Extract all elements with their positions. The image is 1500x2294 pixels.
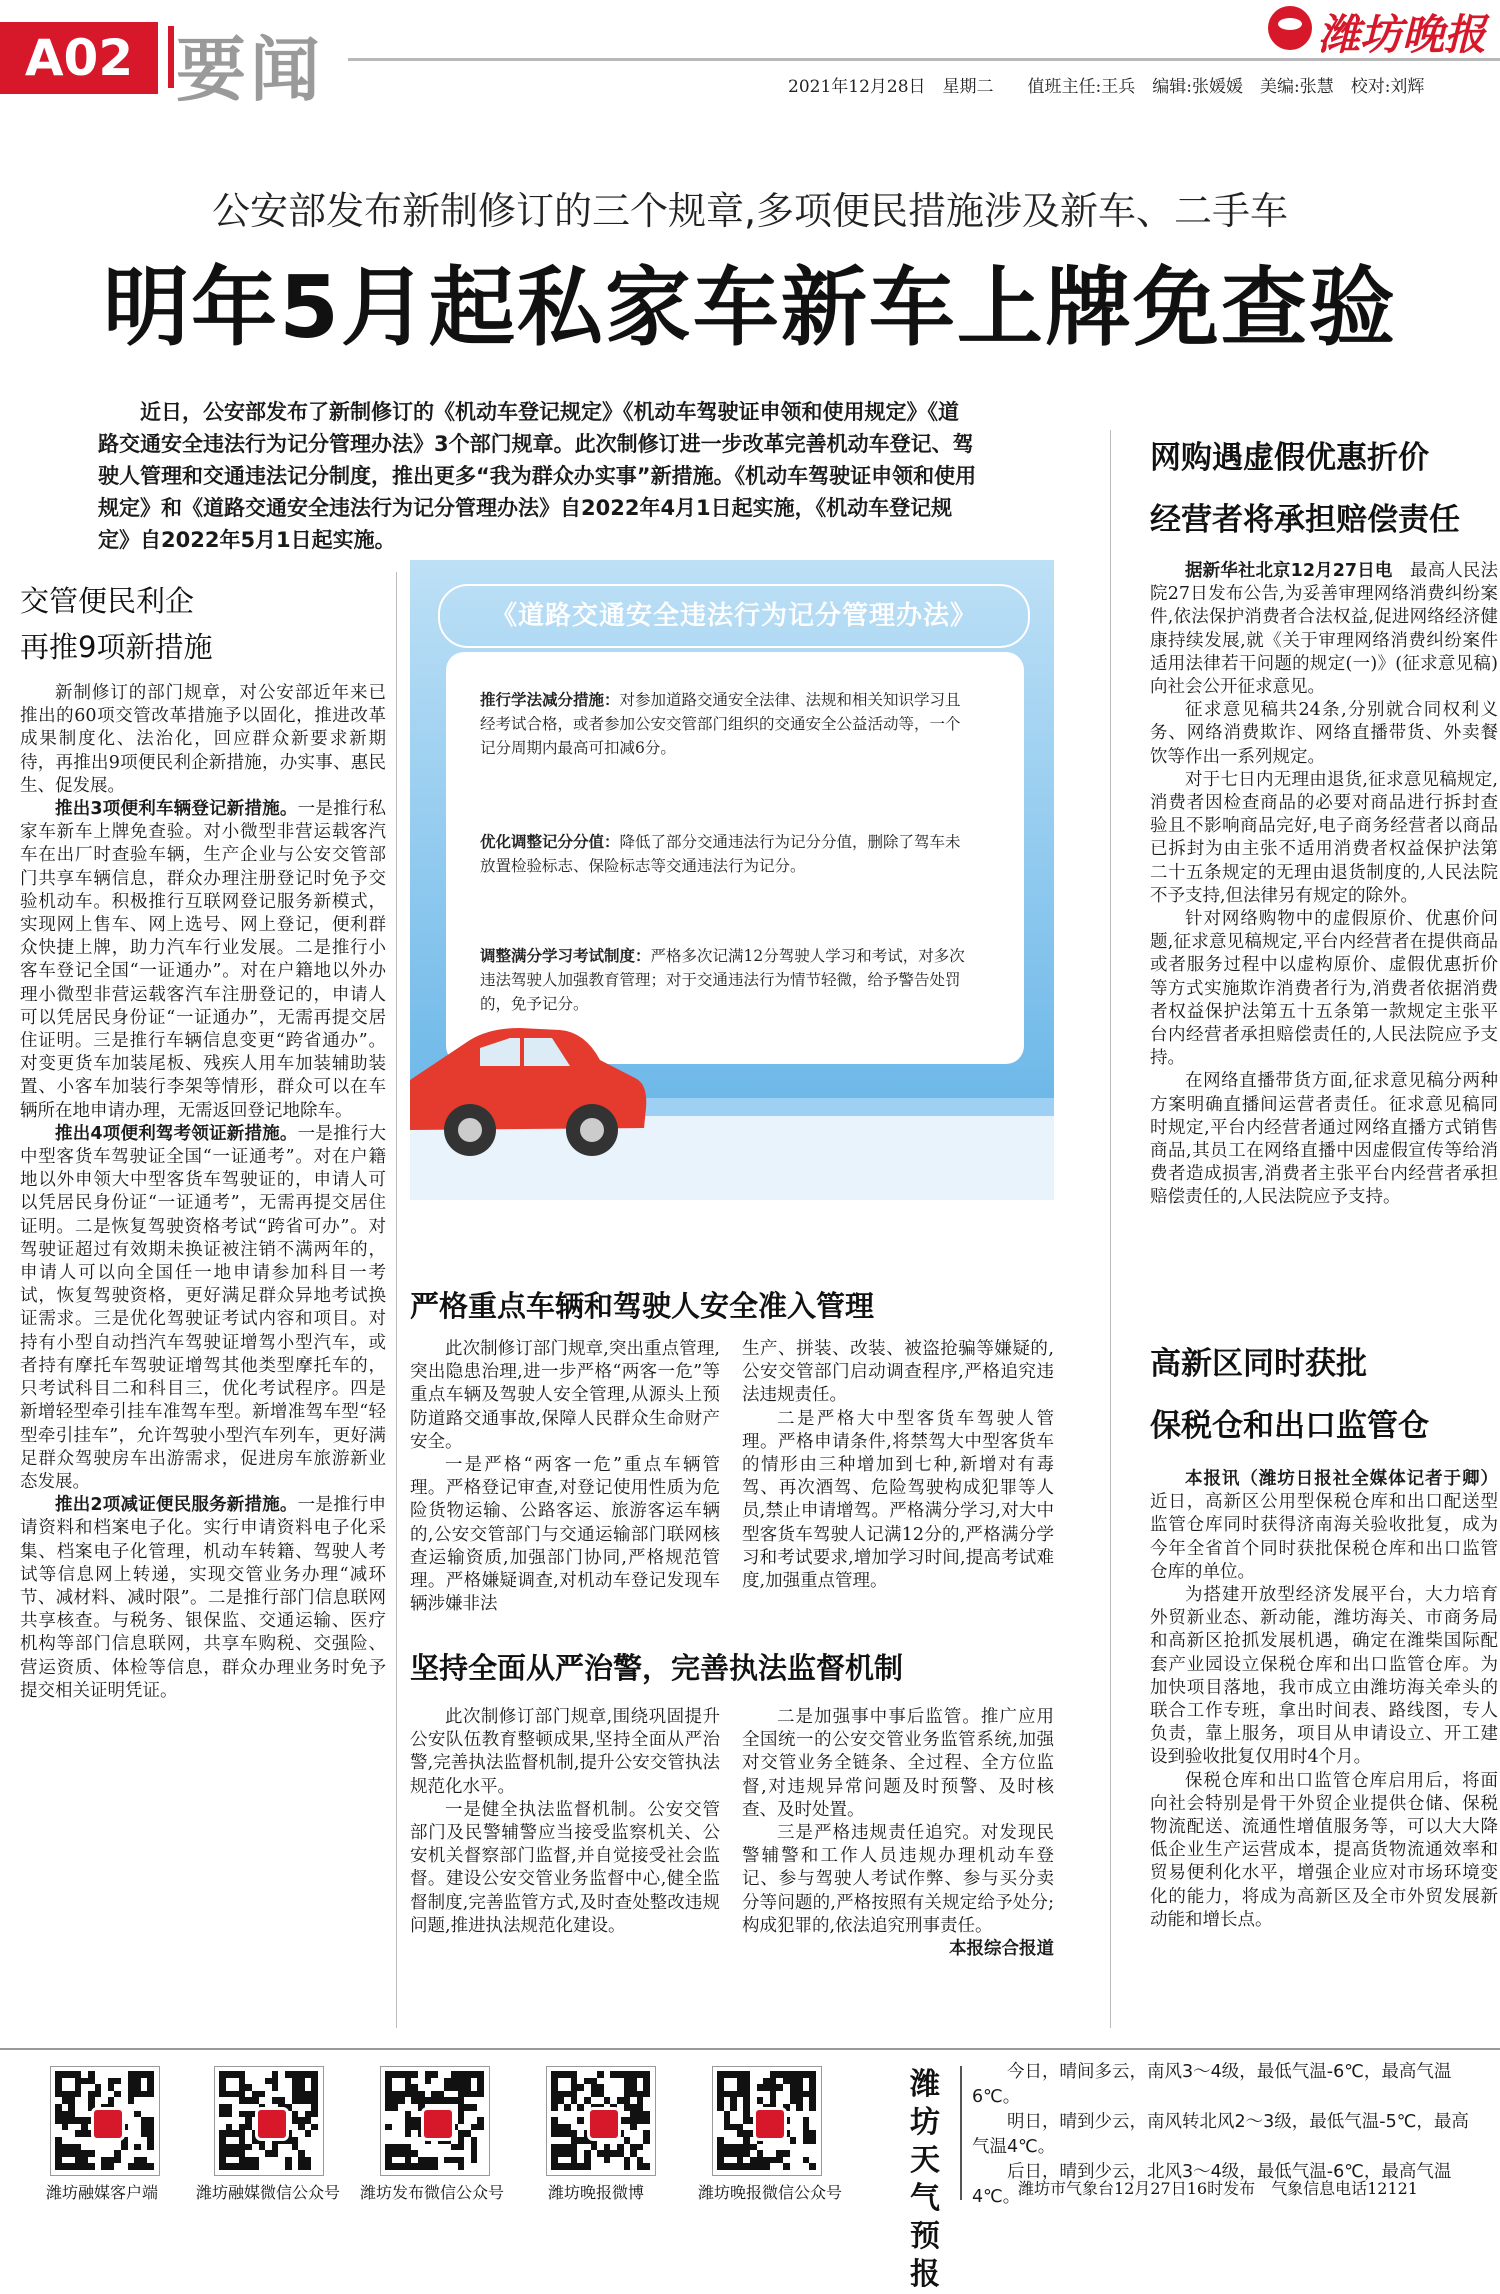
qr-code — [214, 2066, 324, 2176]
paragraph: 三是严格违规责任追究。对发现民警辅警和工作人员违规办理机动车登记、参与驾驶人考试作弊、参与买分卖分等问题的,严格按照有关规定给予处分;构成犯罪的,依法追究刑事责任。 — [742, 1823, 1054, 1936]
left-column-body — [20, 682, 386, 1703]
qr-code — [712, 2066, 822, 2176]
paragraph-text: 针对网络购物中的虚假原价、优惠价问题,征求意见稿规定,平台内经营者在提供商品或者服务过程中以虚构原价、虚假优惠折价等方式实施欺诈消费者行为,消费者依据消费者权益保护法第五十五条第一款规定主张平台内经营者承担赔偿责任的,人民法院应予支持。 — [1150, 909, 1498, 1069]
weather-divider — [960, 2066, 962, 2200]
paragraph — [1150, 560, 1498, 699]
paragraph-text: 最高人民法院27日发布公告,为妥善审理网络消费纠纷案件,依法保护消费者合法权益,促进网络经济健康持续发展,就《关于审理网络消费纠纷案件适用法律若干问题的规定(一)》(征求意见稿)向社会公开征求意见。 — [1150, 561, 1498, 698]
weather-note: 潍坊市气象台12月27日16时发布 气象信息电话12121 — [1018, 2179, 1418, 2198]
paragraph — [20, 1494, 386, 1703]
paragraph-text: 保税仓库和出口监管仓库启用后，将面向社会特别是骨干外贸企业提供仓储、保税物流配送、流通性增值服务等，可以大大降低企业生产运营成本，提高货物流通效率和贸易便利化水平，增强企业应对市场环境变化的能力，将成为高新区及全市外贸发展新动能和增长点。 — [1150, 1770, 1498, 1930]
paragraph-text: 一是推行大中型客货车驾驶证全国“一证通考”。对在户籍地以外申领大中型客货车驾驶证的，申请人可以凭居民身份证“一证通考”，无需再提交居住证明。二是恢复驾驶资格考试“跨省可办”。对驾驶证超过有效期未换证被注销不满两年的，申请人可以向全国任一地申请参加科目一考试，恢复驾驶资格，更好满足群众异地考试换证需求。三是优化驾驶证考试内容和项目。对持有小型自动挡汽车驾驶证增驾小型汽车，或者持有摩托车驾驶证增驾其他类型摩托车的，只考试科目二和科目三，优化考试程序。四是新增轻型牵引挂车准驾车型。新增准驾车型“轻型牵引挂车”，允许驾驶小型汽车列车，更好满足群众驾驶房车出游需求，促进房车旅游新业态发展。 — [20, 1123, 386, 1492]
paragraph-lead-in: 本报讯（潍坊日报社全媒体记者于卿） — [1185, 1469, 1498, 1489]
paragraph — [1150, 908, 1498, 1070]
left-column-heading — [20, 578, 390, 670]
paragraph: 二是加强事中事后监管。推广应用全国统一的公安交管业务监管系统,加强对交管业务全链条、全过程、全方位监督,对违规异常问题及时预警、及时核查、及时处置。 — [742, 1707, 1054, 1820]
infographic-item — [480, 830, 966, 878]
paragraph — [742, 1408, 1054, 1594]
infographic-item-text: 对参加道路交通安全法律、法规和相关知识学习且经考试合格，或者参加公安交管部门组织的交通安全公益活动等，一个记分周期内最高可扣减6分。 — [480, 691, 961, 757]
weather-day: 明日，晴到少云，南风转北风2～3级，最低气温-5℃，最高气温4℃。 — [972, 2112, 1469, 2157]
gaoxin-title — [1150, 1340, 1500, 1450]
newspaper-logo — [1268, 2, 1500, 59]
safety-column-1 — [410, 1338, 720, 1616]
logo-mark-icon — [1268, 6, 1312, 50]
paragraph-lead-in: 据新华社北京12月27日电 — [1185, 561, 1393, 581]
paragraph-text: 二是严格大中型客货车驾驶人管理。严格申请条件,将禁驾大中型客货车的情形由三种增加到七种,新增对有毒驾、再次酒驾、危险驾驶构成犯罪等人员,禁止申请增驾。严格满分学习,对大中型客货车驾驶人记满12分的,严格满分学习和考试要求,增加学习时间,提高考试难度,加强重点管理。 — [742, 1408, 1054, 1592]
column-rule — [1110, 430, 1111, 2028]
infographic-item-text: 严格多次记满12分驾驶人学习和考试，对多次违法驾驶人加强教育管理；对于交通违法行为情节轻微，给予警告处罚的，免予记分。 — [480, 947, 965, 1013]
paragraph — [20, 1123, 386, 1494]
section-divider — [168, 26, 174, 88]
paragraph — [1150, 1070, 1498, 1209]
infographic-item-label: 优化调整记分分值： — [480, 833, 620, 851]
paragraph-text: 一是推行申请资料和档案电子化。实行申请资料电子化采集、档案电子化管理，机动车转籍、驾驶人考试等信息网上转递，实现交管业务办理“减环节、减材料、减时限”。二是推行部门信息联网共享核查。与税务、银保监、交通运输、医疗机构等部门信息联网，共享车购税、交强险、营运资质、体检等信息，群众办理业务时免予提交相关证明凭证。 — [20, 1495, 386, 1701]
paragraph — [742, 1338, 1054, 1408]
paragraph — [1150, 1584, 1498, 1770]
paragraph: 此次制修订部门规章,围绕巩固提升公安队伍教育整顿成果,坚持全面从严治警,完善执法监督机制,提升公安交管执法规范化水平。 — [410, 1707, 720, 1797]
paragraph-text: 为搭建开放型经济发展平台，大力培育外贸新业态、新动能，潍坊海关、市商务局和高新区抢抓发展机遇，确定在潍柴国际配套产业园设立保税仓库和出口监管仓库。为加快项目落地，我市成立由潍坊海关牵头的联合工作专班，拿出时间表、路线图，专人负责，靠上服务，项目从申请设立、开工建设到验收批复仅用时4个月。 — [1150, 1585, 1498, 1768]
paragraph — [20, 682, 386, 798]
paragraph-text: 征求意见稿共24条,分别就合同权利义务、网络消费欺诈、网络直播带货、外卖餐饮等作出一系列规定。 — [1150, 700, 1498, 767]
paragraph-text: 一是推行私家车新车上牌免查验。对小微型非营运载客汽车在出厂时查验车辆，生产企业与公安交管部门共享车辆信息，群众办理注册登记时免予交验机动车。积极推行互联网登记服务新模式，实现网上售车、网上选号、网上登记，便利群众快捷上牌，助力汽车行业发展。二是推行小客车登记全国“一证通办”。对在户籍地以外办理小微型非营运载客汽车注册登记的，申请人可以凭居民身份证“一证通办”，无需再提交居住证明。三是推行车辆信息变更“跨省通办”。对变更货车加装尾板、残疾人用车加装辅助装置、小客车加装行李架等情形，群众可以在车辆所在地申请办理，无需返回登记地除车。 — [20, 799, 386, 1121]
infographic-item-label: 推行学法减分措施： — [480, 691, 620, 709]
qr-caption: 潍坊晚报微博 — [548, 2183, 645, 2202]
infographic-item-text: 降低了部分交通违法行为记分分值，删除了驾车未放置检验标志、保险标志等交通违法行为记分。 — [480, 833, 961, 875]
enforcement-column-1 — [410, 1706, 720, 1938]
left-heading-line2: 再推9项新措施 — [20, 630, 213, 664]
weather-day: 后日，晴到少云，北风3～4级，最低气温-6℃，最高气温4℃。 — [972, 2162, 1452, 2207]
safety-column-2 — [742, 1338, 1054, 1593]
infographic-item — [480, 688, 966, 760]
paragraph-lead-in: 推出3项便利车辆登记新措施。 — [55, 799, 298, 820]
infographic-item-label: 调整满分学习考试制度： — [480, 947, 651, 965]
left-heading-line1: 交管便民利企 — [20, 584, 195, 618]
enforcement-column-2 — [742, 1706, 1054, 1961]
column-rule — [396, 572, 397, 2028]
qr-caption: 潍坊发布微信公众号 — [360, 2183, 505, 2202]
qr-caption: 潍坊融媒客户端 — [46, 2183, 159, 2202]
qr-code — [546, 2066, 656, 2176]
paragraph: 此次制修订部门规章,突出重点管理,突出隐患治理,进一步严格“两客一危”等重点车辆及驾驶人安全管理,从源头上预防道路交通事故,保障人民群众生命财产安全。 — [410, 1339, 720, 1452]
paragraph — [1150, 699, 1498, 769]
main-subheadline: 公安部发布新制修订的三个规章,多项便民措施涉及新车、二手车 — [211, 189, 1289, 233]
paragraph: 一是严格“两客一危”重点车辆管理。严格登记审查,对登记使用性质为危险货物运输、公路客运、旅游客运车辆的,公安交管部门与交通运输部门联网核查运输资质,加强部门协同,严格规范管理。严格嫌疑调查,对机动车登记发现车辆涉嫌非法 — [410, 1455, 720, 1615]
paragraph — [1150, 769, 1498, 908]
byline: 本报综合报道 — [949, 1939, 1054, 1960]
qr-code — [50, 2066, 160, 2176]
gaoxin-title-line2: 保税仓和出口监管仓 — [1150, 1408, 1429, 1444]
paragraph — [20, 798, 386, 1123]
paragraph-lead-in: 推出2项减证便民服务新措施。 — [55, 1495, 298, 1516]
page-number: A02 — [0, 22, 158, 94]
paragraph-text: 对于七日内无理由退货,征求意见稿规定,消费者因检查商品的必要对商品进行拆封查验且不影响商品完好,电子商务经营者以商品已拆封为由主张不适用消费者权益保护法第二十五条规定的无理由退货制度的,人民法院不予支持,但法律另有规定的除外。 — [1150, 769, 1498, 906]
paragraph-text: 生产、拼装、改装、被盗抢骗等嫌疑的,公安交管部门启动调查程序,严格追究违法违规责任。 — [742, 1339, 1054, 1406]
main-headline: 明年5月起私家车新车上牌免查验 — [103, 258, 1397, 358]
paragraph-lead-in: 推出4项便利驾考领证新措施。 — [55, 1123, 298, 1144]
paragraph — [1150, 1468, 1498, 1584]
safety-heading: 严格重点车辆和驾驶人安全准入管理 — [410, 1289, 875, 1323]
red-car-illustration — [410, 1000, 650, 1170]
paragraph-text: 在网络直播带货方面,征求意见稿分两种方案明确直播间运营者责任。征求意见稿同时规定,平台内经营者通过网络直播方式销售商品,其员工在网络直播中因虚假宣传等给消费者造成损害,消费者主张平台内经营者承担赔偿责任的,人民法院应予支持。 — [1150, 1071, 1498, 1208]
qr-code — [380, 2066, 490, 2176]
infographic — [410, 560, 1054, 1200]
paragraph: 一是健全执法监督机制。公安交管部门及民警辅警应当接受监察机关、公安机关督察部门监督,并自觉接受社会监督。建设公安交管业务监督中心,健全监督制度,完善监管方式,及时查处整改违规问题,推进执法规范化建设。 — [410, 1799, 720, 1936]
header-edition-info: 2021年12月28日 星期二 值班主任:王兵 编辑:张媛媛 美编:张慧 校对:刘辉 — [788, 77, 1425, 97]
online-shopping-title-line2: 经营者将承担赔偿责任 — [1150, 502, 1460, 538]
gaoxin-body — [1150, 1468, 1498, 1932]
qr-caption: 潍坊晚报微信公众号 — [698, 2183, 843, 2202]
online-shopping-title-line1: 网购遇虚假优惠折价 — [1150, 440, 1429, 476]
footer-rule — [0, 2048, 1500, 2050]
logo-text: 潍坊晚报 — [1318, 10, 1487, 59]
enforcement-heading: 坚持全面从严治警，完善执法监督机制 — [410, 1651, 904, 1685]
main-lead-paragraph: 近日，公安部发布了新制修订的《机动车登记规定》《机动车驾驶证申领和使用规定》《道路交通安全违法行为记分管理办法》3个部门规章。此次制修订进一步改革完善机动车登记、驾驶人管理和交通违法记分制度，推出更多“我为群众办实事”新措施。《机动车驾驶证申领和使用规定》和《道路交通安全违法行为记分管理办法》自2022年4月1日起实施，《机动车登记规定》自2022年5月1日起实施。 — [98, 400, 977, 552]
weather-title: 潍坊天气预报 — [910, 2067, 940, 2292]
section-name: 要闻 — [176, 29, 324, 111]
online-shopping-body — [1150, 560, 1498, 1210]
qr-caption: 潍坊融媒微信公众号 — [196, 2183, 341, 2202]
gaoxin-title-line1: 高新区同时获批 — [1150, 1346, 1367, 1382]
online-shopping-title — [1150, 434, 1500, 544]
paragraph — [1150, 1770, 1498, 1932]
weather-day: 今日，晴间多云，南风3～4级，最低气温-6℃，最高气温6℃。 — [972, 2062, 1452, 2107]
infographic-title: 《道路交通安全违法行为记分管理办法》 — [438, 584, 1030, 648]
paragraph-text: 近日，高新区公用型保税仓库和出口配送型监管仓库同时获得济南海关验收批复，成为今年全省首个同时获批保税仓库和出口监管仓库的单位。 — [1150, 1492, 1498, 1582]
paragraph-text: 新制修订的部门规章，对公安部近年来已推出的60项交管改革措施予以固化，推进改革成果制度化、法治化，回应群众新要求新期待，再推出9项便民利企新措施，办实事、惠民生、促发展。 — [20, 683, 386, 796]
